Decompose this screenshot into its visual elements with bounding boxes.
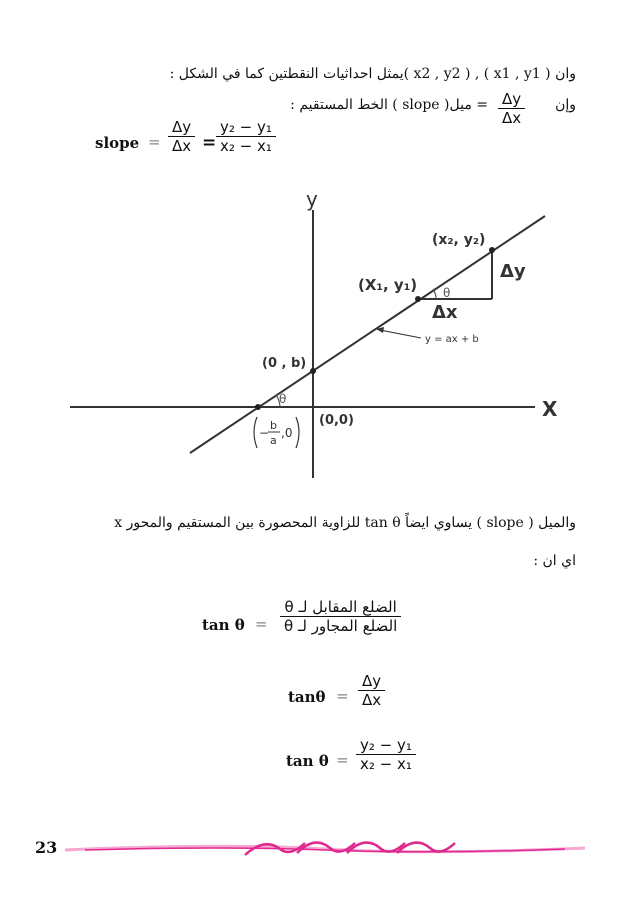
- tan-coord-equals: =: [336, 751, 349, 769]
- delta-x-label: Δx: [432, 302, 458, 323]
- x-axis-label: X: [542, 397, 558, 421]
- tan-delta-fraction: [358, 672, 385, 709]
- intro-line-2-rest: = ميل( slope ) الخط المستقيم :: [290, 97, 488, 113]
- statement-line-2: اي ان :: [533, 553, 576, 569]
- point-p2-label: (x₂, y₂): [432, 232, 486, 248]
- x-intercept-a: a: [270, 434, 277, 447]
- theta-bottom-label: θ: [279, 392, 287, 406]
- slope-equals-1: =: [148, 133, 161, 151]
- point-p2: [489, 247, 495, 253]
- delta-y-label: Δy: [500, 261, 526, 282]
- intro-line-1: وان ( x1 , y1 ) , ( x2 , y2 )يمثل احداثيات النقطتين كما في الشكل :: [169, 66, 576, 82]
- equation-pointer: [380, 330, 421, 338]
- y-axis-label: y: [306, 187, 318, 211]
- tan-delta-num: Δy: [362, 672, 382, 690]
- tan-coord-fraction: [356, 736, 416, 773]
- x-intercept-right-paren: [296, 417, 299, 448]
- slope-label: slope: [95, 134, 140, 152]
- slope-dy: Δy: [172, 118, 192, 136]
- tan-def-num: الضلع المقابل لـ θ: [284, 598, 397, 616]
- tan-delta-label: tanθ: [288, 688, 326, 706]
- x-intercept-b: b: [270, 419, 277, 432]
- tan-def-label: tan θ: [202, 616, 245, 634]
- tan-coord-num: y₂ − y₁: [360, 736, 412, 754]
- page-number: 23: [35, 838, 58, 857]
- origin-label: (0,0): [319, 413, 354, 428]
- x-intercept-minus: −: [259, 426, 270, 440]
- x-intercept-left-paren: [254, 417, 257, 448]
- tan-coord-label: tan θ: [286, 752, 329, 770]
- point-p1: [415, 296, 421, 302]
- slope-equals-2: =: [202, 133, 217, 153]
- x-intercept-zero: ,0: [281, 426, 293, 440]
- tan-coord-den: x₂ − x₁: [360, 755, 412, 773]
- theta-arc-top: [433, 289, 436, 299]
- line-equation-label: y = ax + b: [425, 334, 479, 345]
- footer-ornament: [65, 835, 585, 865]
- tan-delta-den: Δx: [362, 691, 382, 709]
- tan-def-equals: =: [255, 615, 268, 633]
- slope-coord-den: x₂ − x₁: [220, 137, 272, 155]
- slope-dx: Δx: [172, 137, 192, 155]
- theta-top-label: θ: [443, 286, 451, 300]
- tan-def-den: الضلع المجاور لـ θ: [284, 617, 398, 635]
- y-intercept-label: (0 , b): [262, 356, 307, 371]
- statement-line-1: والميل ( slope ) يساوي ايضاً tan θ للزاوية المحصورة بين المستقيم والمحور x: [114, 515, 576, 531]
- tan-delta-equals: =: [336, 687, 349, 705]
- intro-dx: Δx: [502, 109, 522, 127]
- tan-def-fraction: [280, 598, 401, 635]
- slope-coord-num: y₂ − y₁: [220, 118, 272, 136]
- point-y-intercept: [310, 368, 316, 374]
- intro-line-2-prefix: وإن: [555, 97, 576, 113]
- point-p1-label: (X₁, y₁): [358, 276, 418, 294]
- intro-dy: Δy: [502, 90, 522, 108]
- point-x-intercept: [255, 404, 261, 410]
